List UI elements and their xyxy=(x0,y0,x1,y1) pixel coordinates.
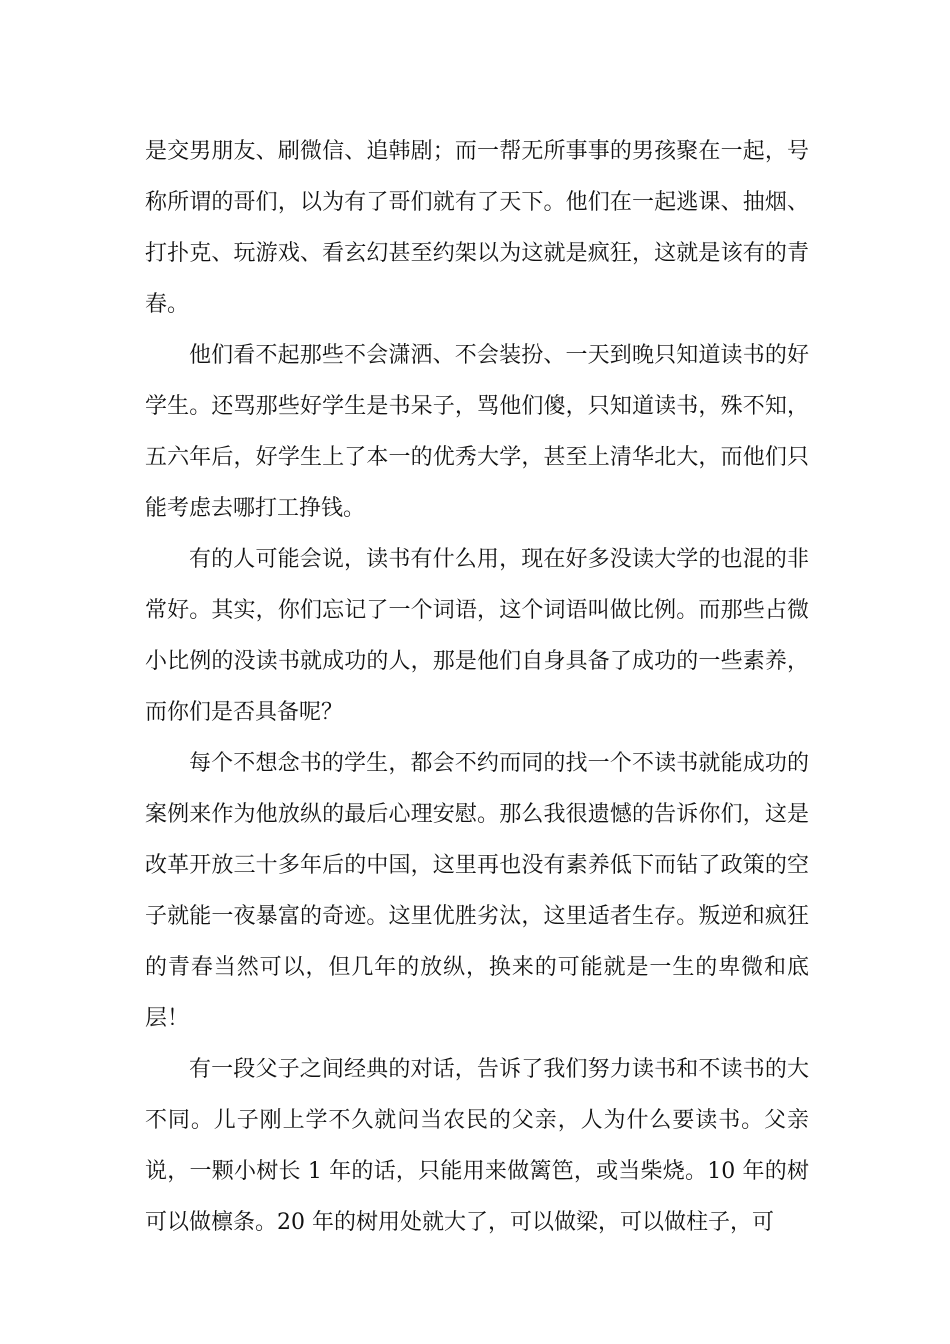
paragraph: 有一段父子之间经典的对话，告诉了我们努力读书和不读书的大不同。儿子刚上学不久就问当农民的父亲，人为什么要读书。父亲说，一颗小树长 1 年的话，只能用来做篱笆，或当柴烧。10 年的树可以做檩条。20 年的树用处就大了，可以做梁，可以做柱子，可 xyxy=(145,1057,809,1235)
paragraph-continuation: 是交男朋友、刷微信、追韩剧；而一帮无所事事的男孩聚在一起，号称所谓的哥们，以为有了哥们就有了天下。他们在一起逃课、抽烟、打扑克、玩游戏、看玄幻甚至约架以为这就是疯狂，这就是该有的青春。 xyxy=(145,139,809,317)
paragraph: 有的人可能会说，读书有什么用，现在好多没读大学的也混的非常好。其实，你们忘记了一个词语，这个词语叫做比例。而那些占微小比例的没读书就成功的人，那是他们自身具备了成功的一些素养，而你们是否具备呢？ xyxy=(145,547,809,725)
document-body xyxy=(145,126,809,1248)
paragraph: 他们看不起那些不会潇洒、不会装扮、一天到晚只知道读书的好学生。还骂那些好学生是书呆子，骂他们傻，只知道读书，殊不知，五六年后，好学生上了本一的优秀大学，甚至上清华北大，而他们只能考虑去哪打工挣钱。 xyxy=(145,343,809,521)
paragraph: 每个不想念书的学生，都会不约而同的找一个不读书就能成功的案例来作为他放纵的最后心理安慰。那么我很遗憾的告诉你们，这是改革开放三十多年后的中国，这里再也没有素养低下而钻了政策的空子就能一夜暴富的奇迹。这里优胜劣汰，这里适者生存。叛逆和疯狂的青春当然可以，但几年的放纵，换来的可能就是一生的卑微和底层！ xyxy=(145,751,809,1031)
